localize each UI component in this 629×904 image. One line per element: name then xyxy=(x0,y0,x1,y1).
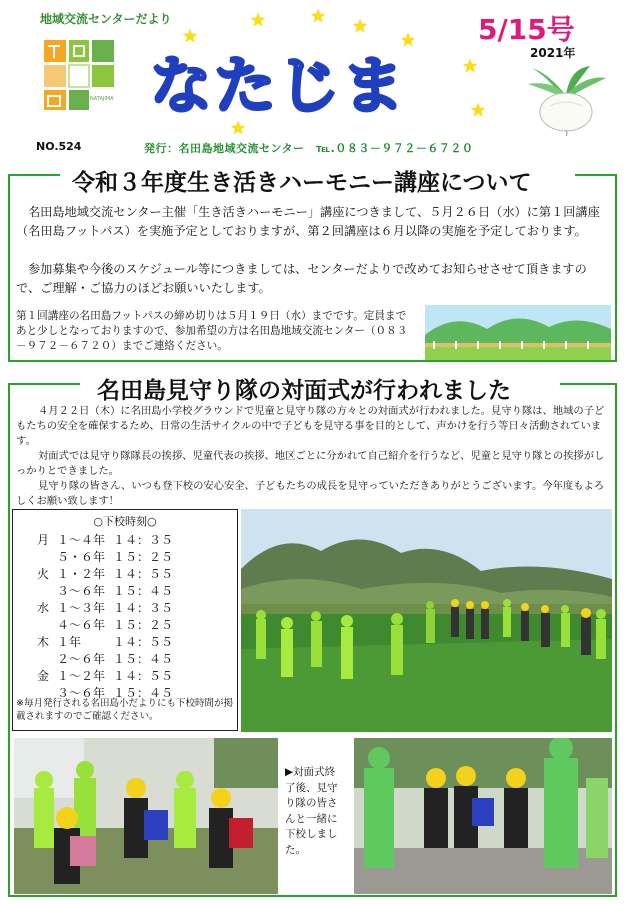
schedule-day: 水 xyxy=(37,601,50,615)
landscape-illustration xyxy=(425,305,611,360)
schedule-grade: １～４年 xyxy=(57,533,106,547)
star-icon: ★ xyxy=(250,10,267,31)
schedule-grade: １～３年 xyxy=(57,601,106,615)
schedule-row xyxy=(33,650,177,667)
schedule-row xyxy=(33,599,177,616)
schedule-day: 月 xyxy=(37,533,50,547)
walking-home-photo xyxy=(354,738,612,894)
schedule-grade: ５・６年 xyxy=(57,550,106,564)
schedule-row xyxy=(33,582,177,599)
section-harmony-paragraph-2: 参加募集や今後のスケジュール等につきましては、センターだよりで改めてお知らせさせて頂きますので、ご理解・ご協力のほどお願いいたします。 xyxy=(16,262,587,295)
section-harmony-paragraph-1: 名田島地域交流センター主催「生き活きハーモニー」講座につきまして、５月２６日（水）に第１回講座（名田島フットパス）を実施予定としておりますが、第２回講座は６月以降の実施を予定しております。 xyxy=(16,205,600,238)
star-icon: ★ xyxy=(352,16,369,37)
section-mimamori-paragraph-1: ４月２２日（木）に名田島小学校グラウンドで児童と見守り隊の方々との対面式が行われました。見守り隊は、地域の子どもたちの安全を確保するため、日常の生活サイクルの中で子どもを見守る事を目的として、声かけを行う等日々活動されています。 xyxy=(16,405,605,447)
schedule-grade: １・２年 xyxy=(57,567,106,581)
section-harmony-title: 令和３年度生き活きハーモニー講座について xyxy=(72,170,532,196)
star-icon: ★ xyxy=(310,6,327,27)
publisher-info: 発行：名田島地域交流センター ℡.０８３－９７２－６７２０ xyxy=(144,142,474,155)
schedule-day: 金 xyxy=(37,669,50,683)
schedule-time: １５：４５ xyxy=(113,652,174,666)
schedule-day: 木 xyxy=(37,635,50,649)
newsletter-subtitle: 地域交流センターだより xyxy=(40,12,172,26)
schedule-day xyxy=(33,616,53,633)
logo-caption: NATAJIMA xyxy=(90,96,114,102)
schedule-row xyxy=(33,667,177,684)
photo-caption: ▶対面式終了後、見守り隊の皆さんと一緒に下校しました。 xyxy=(285,766,338,856)
schedule-grade: ２～６年 xyxy=(57,652,106,666)
schedule-grade: １～２年 xyxy=(57,669,106,683)
newsletter-title: なたじま xyxy=(150,49,407,122)
star-icon: ★ xyxy=(230,118,247,139)
star-icon: ★ xyxy=(400,30,417,51)
schedule-time: １５：４５ xyxy=(113,584,174,598)
issue-year: 2021年 xyxy=(530,46,576,60)
section-harmony-note: 第１回講座の名田島フットパスの締め切りは５月１９日（水）までです。定員まであと少しとなっておりますので、参加希望の方は名田島地域交流センター（０８３－９７２－６７２０）までご連絡ください。 xyxy=(16,310,408,352)
schedule-time: １４：３５ xyxy=(113,533,174,547)
schedule-day xyxy=(33,548,53,565)
star-icon: ★ xyxy=(182,26,199,47)
schedule-time: １４：５５ xyxy=(113,567,174,581)
schedule-row xyxy=(33,531,177,548)
schedule-note: ※毎月発行される名田島小だよりにも下校時間が掲載されますのでご確認ください。 xyxy=(16,698,233,722)
issue-date: 5/15号 xyxy=(478,13,575,46)
schedule-title: ○下校時刻○ xyxy=(93,515,157,528)
schedule-time: １４：５５ xyxy=(113,635,174,649)
schedule-grade: ３～６年 xyxy=(57,686,106,700)
schedule-time: １４：５５ xyxy=(113,669,174,683)
section-mimamori-paragraph-2: 対面式では見守り隊隊長の挨拶、児童代表の挨拶、地区ごとに分かれて自己紹介を行うなど、児童と見守り隊との挨拶がしっかりとできました。 xyxy=(16,450,605,477)
section-mimamori-title: 名田島見守り隊の対面式が行われました xyxy=(97,378,511,404)
schedule-row xyxy=(33,633,177,650)
schedule-grade: ４～６年 xyxy=(57,618,106,632)
schedule-time: １５：２５ xyxy=(113,550,174,564)
schedule-row xyxy=(33,616,177,633)
center-logo xyxy=(40,36,118,114)
turnip-icon xyxy=(520,66,610,136)
star-icon: ★ xyxy=(470,100,487,121)
schedule-day xyxy=(33,582,53,599)
schedule-time: １４：３５ xyxy=(113,601,174,615)
schedule-row xyxy=(33,548,177,565)
star-icon: ★ xyxy=(462,56,479,77)
children-photo xyxy=(14,738,278,894)
schedule-table xyxy=(33,531,177,701)
schedule-row xyxy=(33,565,177,582)
section-mimamori-paragraph-3: 見守り隊の皆さん、いつも登下校の安心安全、子どもたちの成長を見守っていただきありがとうございます。今年度もよろしくお願い致します！ xyxy=(16,480,605,507)
schedule-day xyxy=(33,650,53,667)
issue-number: NO.524 xyxy=(36,140,82,153)
schedule-grade: １年 xyxy=(57,635,82,649)
schedule-grade: ３～６年 xyxy=(57,584,106,598)
ceremony-photo xyxy=(241,509,612,732)
schedule-time: １５：２５ xyxy=(113,618,174,632)
schedule-day: 火 xyxy=(37,567,50,581)
schedule-time: １５：４５ xyxy=(113,686,174,700)
